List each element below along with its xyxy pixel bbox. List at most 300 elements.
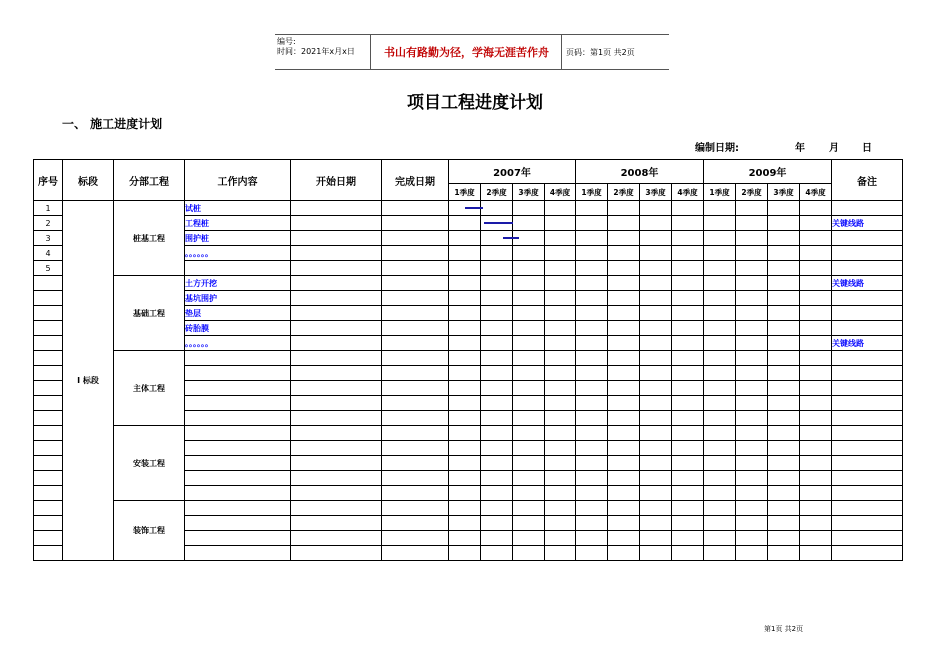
- quarter-cell: [736, 336, 768, 351]
- quarter-cell: [608, 426, 640, 441]
- quarter-cell: [768, 336, 800, 351]
- seq-cell: 1: [34, 201, 63, 216]
- start-date-cell: [291, 336, 382, 351]
- quarter-cell: [449, 231, 481, 246]
- work-cell: 砖胎膜: [185, 321, 291, 336]
- quarter-cell: [768, 411, 800, 426]
- year-header: 2007年: [449, 160, 576, 184]
- quarter-cell: [608, 351, 640, 366]
- start-date-cell: [291, 411, 382, 426]
- quarter-cell: [576, 366, 608, 381]
- col-header-work: 工作内容: [185, 160, 291, 201]
- quarter-cell: [608, 366, 640, 381]
- quarter-cell: [545, 351, 576, 366]
- note-cell: [832, 456, 903, 471]
- quarter-cell: [640, 441, 672, 456]
- end-date-cell: [382, 396, 449, 411]
- quarter-cell: [704, 501, 736, 516]
- work-cell: [185, 516, 291, 531]
- quarter-cell: [640, 246, 672, 261]
- quarter-cell: [449, 306, 481, 321]
- work-cell: [185, 381, 291, 396]
- quarter-cell: [513, 441, 545, 456]
- compile-date-month: 月: [829, 143, 839, 154]
- end-date-cell: [382, 411, 449, 426]
- quarter-cell: [640, 546, 672, 561]
- seq-cell: [34, 336, 63, 351]
- end-date-cell: [382, 546, 449, 561]
- quarter-cell: [704, 216, 736, 231]
- start-date-cell: [291, 531, 382, 546]
- quarter-cell: [704, 276, 736, 291]
- start-date-cell: [291, 441, 382, 456]
- quarter-cell: [481, 351, 513, 366]
- quarter-cell: [768, 291, 800, 306]
- seq-cell: [34, 486, 63, 501]
- quarter-cell: [672, 411, 704, 426]
- quarter-header: 1季度: [704, 184, 736, 201]
- quarter-cell: [640, 336, 672, 351]
- note-cell: [832, 531, 903, 546]
- quarter-cell: [768, 441, 800, 456]
- end-date-cell: [382, 231, 449, 246]
- quarter-cell: [576, 351, 608, 366]
- quarter-cell: [704, 336, 736, 351]
- quarter-cell: [608, 516, 640, 531]
- quarter-cell: [449, 261, 481, 276]
- quarter-cell: [800, 276, 832, 291]
- quarter-cell: [736, 366, 768, 381]
- schedule-table: [33, 159, 903, 561]
- quarter-cell: [576, 306, 608, 321]
- quarter-cell: [449, 216, 481, 231]
- quarter-cell: [800, 306, 832, 321]
- quarter-cell: [481, 531, 513, 546]
- quarter-cell: [545, 276, 576, 291]
- end-date-cell: [382, 471, 449, 486]
- quarter-cell: [545, 321, 576, 336]
- end-date-cell: [382, 261, 449, 276]
- quarter-cell: [704, 426, 736, 441]
- table-row: [34, 501, 903, 516]
- quarter-cell: [513, 261, 545, 276]
- schedule-body: [34, 201, 903, 561]
- quarter-cell: [576, 546, 608, 561]
- seq-cell: 4: [34, 246, 63, 261]
- quarter-cell: [608, 306, 640, 321]
- quarter-cell: [608, 246, 640, 261]
- seq-cell: [34, 516, 63, 531]
- end-date-cell: [382, 516, 449, 531]
- quarter-cell: [640, 411, 672, 426]
- quarter-cell: [736, 321, 768, 336]
- quarter-cell: [449, 456, 481, 471]
- quarter-cell: [449, 426, 481, 441]
- quarter-cell: [513, 531, 545, 546]
- quarter-header: 3季度: [640, 184, 672, 201]
- quarter-cell: [608, 501, 640, 516]
- quarter-cell: [768, 426, 800, 441]
- quarter-cell: [481, 201, 513, 216]
- quarter-cell: [545, 546, 576, 561]
- quarter-cell: [704, 321, 736, 336]
- time-label: 时间：2021年x月x日: [277, 47, 355, 56]
- quarter-cell: [800, 201, 832, 216]
- category-cell: 基础工程: [114, 276, 185, 351]
- quarter-cell: [513, 201, 545, 216]
- quarter-cell: [736, 216, 768, 231]
- quarter-cell: [640, 291, 672, 306]
- table-row: [34, 351, 903, 366]
- quarter-cell: [545, 396, 576, 411]
- quarter-cell: [481, 471, 513, 486]
- quarter-cell: [449, 441, 481, 456]
- table-row: [34, 201, 903, 216]
- quarter-cell: [800, 441, 832, 456]
- seq-cell: [34, 321, 63, 336]
- quarter-cell: [704, 291, 736, 306]
- quarter-cell: [672, 321, 704, 336]
- quarter-cell: [768, 201, 800, 216]
- end-date-cell: [382, 216, 449, 231]
- quarter-cell: [704, 546, 736, 561]
- seq-cell: 3: [34, 231, 63, 246]
- quarter-cell: [736, 246, 768, 261]
- quarter-cell: [640, 381, 672, 396]
- seq-cell: [34, 501, 63, 516]
- work-cell: [185, 411, 291, 426]
- quarter-cell: [513, 396, 545, 411]
- quarter-cell: [704, 381, 736, 396]
- quarter-cell: [449, 276, 481, 291]
- quarter-cell: [545, 291, 576, 306]
- end-date-cell: [382, 456, 449, 471]
- quarter-cell: [800, 366, 832, 381]
- quarter-cell: [481, 381, 513, 396]
- table-row: [34, 276, 903, 291]
- start-date-cell: [291, 291, 382, 306]
- note-cell: [832, 231, 903, 246]
- quarter-cell: [513, 486, 545, 501]
- quarter-cell: [481, 246, 513, 261]
- end-date-cell: [382, 381, 449, 396]
- work-cell: [185, 456, 291, 471]
- quarter-cell: [608, 546, 640, 561]
- seq-cell: [34, 546, 63, 561]
- quarter-cell: [513, 351, 545, 366]
- quarter-cell: [800, 531, 832, 546]
- quarter-cell: [576, 396, 608, 411]
- quarter-cell: [576, 486, 608, 501]
- quarter-cell: [481, 486, 513, 501]
- quarter-cell: [608, 396, 640, 411]
- quarter-cell: [640, 306, 672, 321]
- quarter-cell: [481, 426, 513, 441]
- quarter-cell: [545, 426, 576, 441]
- quarter-cell: [576, 531, 608, 546]
- compile-date-day: 日: [862, 143, 872, 154]
- quarter-cell: [481, 216, 513, 231]
- end-date-cell: [382, 366, 449, 381]
- quarter-header: 2季度: [608, 184, 640, 201]
- quarter-cell: [736, 516, 768, 531]
- work-cell: 围护桩: [185, 231, 291, 246]
- seq-cell: [34, 531, 63, 546]
- quarter-cell: [576, 201, 608, 216]
- note-cell: [832, 306, 903, 321]
- quarter-cell: [736, 396, 768, 411]
- quarter-cell: [545, 246, 576, 261]
- start-date-cell: [291, 456, 382, 471]
- quarter-cell: [768, 351, 800, 366]
- quarter-cell: [736, 411, 768, 426]
- note-cell: [832, 201, 903, 216]
- quarter-cell: [513, 501, 545, 516]
- quarter-cell: [672, 276, 704, 291]
- quarter-cell: [736, 291, 768, 306]
- quarter-cell: [545, 201, 576, 216]
- quarter-cell: [449, 486, 481, 501]
- start-date-cell: [291, 216, 382, 231]
- note-cell: 关键线路: [832, 336, 903, 351]
- seq-cell: 5: [34, 261, 63, 276]
- page-title: 项目工程进度计划: [407, 93, 543, 113]
- quarter-cell: [768, 516, 800, 531]
- quarter-cell: [545, 306, 576, 321]
- quarter-cell: [481, 441, 513, 456]
- quarter-cell: [449, 381, 481, 396]
- start-date-cell: [291, 306, 382, 321]
- quarter-cell: [513, 516, 545, 531]
- seq-cell: [34, 456, 63, 471]
- quarter-cell: [576, 276, 608, 291]
- quarter-cell: [768, 231, 800, 246]
- quarter-cell: [545, 441, 576, 456]
- quarter-cell: [545, 366, 576, 381]
- note-cell: [832, 441, 903, 456]
- quarter-cell: [672, 396, 704, 411]
- quarter-cell: [736, 306, 768, 321]
- quarter-cell: [672, 261, 704, 276]
- note-cell: [832, 426, 903, 441]
- quarter-cell: [481, 411, 513, 426]
- start-date-cell: [291, 471, 382, 486]
- category-cell: 桩基工程: [114, 201, 185, 276]
- quarter-cell: [608, 336, 640, 351]
- end-date-cell: [382, 531, 449, 546]
- start-date-cell: [291, 246, 382, 261]
- quarter-cell: [576, 231, 608, 246]
- work-cell: [185, 546, 291, 561]
- quarter-cell: [513, 306, 545, 321]
- start-date-cell: [291, 261, 382, 276]
- quarter-cell: [481, 501, 513, 516]
- work-cell: 土方开挖: [185, 276, 291, 291]
- quarter-cell: [545, 261, 576, 276]
- quarter-cell: [672, 201, 704, 216]
- quarter-header: 4季度: [800, 184, 832, 201]
- note-cell: [832, 366, 903, 381]
- quarter-cell: [545, 501, 576, 516]
- end-date-cell: [382, 426, 449, 441]
- quarter-cell: [481, 516, 513, 531]
- quarter-cell: [736, 231, 768, 246]
- quarter-cell: [481, 396, 513, 411]
- seq-cell: [34, 306, 63, 321]
- quarter-cell: [768, 546, 800, 561]
- quarter-cell: [672, 486, 704, 501]
- quarter-cell: [672, 366, 704, 381]
- quarter-cell: [704, 411, 736, 426]
- quarter-cell: [640, 261, 672, 276]
- quarter-cell: [608, 381, 640, 396]
- start-date-cell: [291, 546, 382, 561]
- quarter-cell: [449, 291, 481, 306]
- quarter-cell: [449, 351, 481, 366]
- quarter-cell: [704, 531, 736, 546]
- quarter-cell: [672, 291, 704, 306]
- note-cell: [832, 471, 903, 486]
- quarter-cell: [481, 276, 513, 291]
- quarter-cell: [449, 321, 481, 336]
- work-cell: 。。。。。。: [185, 246, 291, 261]
- work-cell: 基坑围护: [185, 291, 291, 306]
- quarter-cell: [800, 411, 832, 426]
- quarter-cell: [640, 396, 672, 411]
- quarter-cell: [513, 246, 545, 261]
- note-cell: [832, 261, 903, 276]
- quarter-cell: [768, 321, 800, 336]
- quarter-cell: [545, 486, 576, 501]
- quarter-cell: [800, 486, 832, 501]
- quarter-cell: [704, 231, 736, 246]
- quarter-cell: [576, 411, 608, 426]
- quarter-cell: [640, 516, 672, 531]
- start-date-cell: [291, 201, 382, 216]
- quarter-cell: [576, 426, 608, 441]
- start-date-cell: [291, 516, 382, 531]
- quarter-cell: [481, 231, 513, 246]
- quarter-cell: [672, 471, 704, 486]
- work-cell: 。。。。。。: [185, 336, 291, 351]
- seq-cell: [34, 441, 63, 456]
- quarter-cell: [608, 486, 640, 501]
- quarter-cell: [704, 351, 736, 366]
- quarter-cell: [576, 441, 608, 456]
- quarter-cell: [736, 351, 768, 366]
- quarter-cell: [800, 381, 832, 396]
- quarter-cell: [704, 201, 736, 216]
- quarter-cell: [800, 351, 832, 366]
- note-cell: [832, 291, 903, 306]
- quarter-cell: [704, 261, 736, 276]
- quarter-header: 2季度: [481, 184, 513, 201]
- quarter-cell: [576, 216, 608, 231]
- quarter-cell: [545, 516, 576, 531]
- quarter-cell: [704, 366, 736, 381]
- quarter-cell: [449, 516, 481, 531]
- quarter-cell: [736, 426, 768, 441]
- quarter-cell: [640, 426, 672, 441]
- quarter-cell: [449, 471, 481, 486]
- year-header: 2008年: [576, 160, 704, 184]
- quarter-cell: [672, 231, 704, 246]
- quarter-cell: [481, 261, 513, 276]
- quarter-cell: [608, 231, 640, 246]
- work-cell: [185, 501, 291, 516]
- quarter-cell: [736, 456, 768, 471]
- col-header-end: 完成日期: [382, 160, 449, 201]
- work-cell: 垫层: [185, 306, 291, 321]
- start-date-cell: [291, 381, 382, 396]
- quarter-cell: [545, 336, 576, 351]
- work-cell: [185, 366, 291, 381]
- quarter-cell: [640, 456, 672, 471]
- quarter-cell: [672, 336, 704, 351]
- quarter-cell: [481, 321, 513, 336]
- quarter-cell: [576, 246, 608, 261]
- quarter-cell: [481, 456, 513, 471]
- section-heading: 一、 施工进度计划: [62, 117, 163, 131]
- quarter-cell: [576, 381, 608, 396]
- quarter-header: 3季度: [768, 184, 800, 201]
- quarter-cell: [449, 411, 481, 426]
- quarter-cell: [481, 366, 513, 381]
- note-cell: [832, 501, 903, 516]
- quarter-cell: [608, 456, 640, 471]
- seq-cell: [34, 381, 63, 396]
- work-cell: 试桩: [185, 201, 291, 216]
- quarter-cell: [545, 231, 576, 246]
- quarter-cell: [800, 426, 832, 441]
- end-date-cell: [382, 276, 449, 291]
- end-date-cell: [382, 351, 449, 366]
- quarter-cell: [768, 471, 800, 486]
- quarter-cell: [576, 516, 608, 531]
- quarter-cell: [672, 546, 704, 561]
- quarter-cell: [513, 411, 545, 426]
- note-cell: [832, 246, 903, 261]
- seq-cell: [34, 426, 63, 441]
- col-header-lot: 标段: [63, 160, 114, 201]
- compile-date-year: 年: [795, 143, 805, 154]
- quarter-cell: [513, 471, 545, 486]
- end-date-cell: [382, 336, 449, 351]
- quarter-cell: [640, 501, 672, 516]
- quarter-cell: [513, 276, 545, 291]
- quarter-cell: [576, 471, 608, 486]
- quarter-cell: [640, 366, 672, 381]
- header-motto: 书山有路勤为径，学海无涯苦作舟: [372, 35, 562, 69]
- quarter-cell: [608, 321, 640, 336]
- serial-label: 编号:: [277, 37, 296, 46]
- note-cell: 关键线路: [832, 216, 903, 231]
- work-cell: [185, 441, 291, 456]
- quarter-cell: [513, 426, 545, 441]
- quarter-cell: [576, 321, 608, 336]
- col-header-sub: 分部工程: [114, 160, 185, 201]
- quarter-cell: [481, 291, 513, 306]
- quarter-cell: [672, 441, 704, 456]
- quarter-cell: [672, 381, 704, 396]
- quarter-cell: [640, 471, 672, 486]
- quarter-cell: [449, 501, 481, 516]
- quarter-cell: [513, 291, 545, 306]
- quarter-cell: [608, 291, 640, 306]
- quarter-cell: [672, 501, 704, 516]
- quarter-cell: [576, 261, 608, 276]
- table-row: [34, 426, 903, 441]
